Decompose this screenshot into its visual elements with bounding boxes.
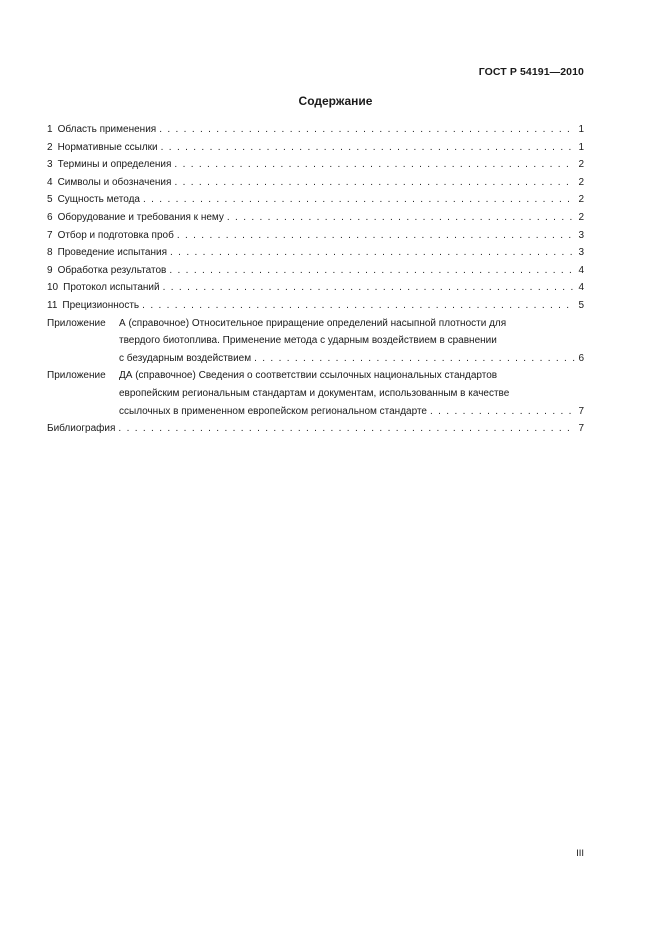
toc-item-label: Область применения — [57, 124, 157, 135]
toc-item-page: 1 — [578, 124, 584, 135]
toc-item-bibliography[interactable] — [47, 420, 584, 438]
toc-item-11[interactable] — [47, 297, 584, 315]
toc-leader-dots — [169, 262, 575, 280]
toc-item-4[interactable] — [47, 174, 584, 192]
toc-item-page: 1 — [578, 141, 584, 153]
toc-item-number: 6 — [47, 211, 53, 223]
toc-item-10[interactable] — [47, 279, 584, 297]
toc-leader-dots — [174, 174, 575, 192]
toc-leader-dots — [170, 244, 575, 262]
table-of-contents — [47, 121, 584, 438]
toc-item-5[interactable] — [47, 191, 584, 209]
toc-item-6[interactable] — [47, 209, 584, 227]
toc-item-page: 5 — [578, 299, 584, 311]
toc-item-number: 4 — [47, 176, 53, 188]
toc-item-label: Протокол испытаний — [63, 282, 160, 294]
toc-item-number: 3 — [47, 159, 53, 171]
toc-item-page: 6 — [578, 352, 584, 364]
toc-leader-dots — [177, 227, 575, 245]
toc-item-page: 2 — [578, 211, 584, 223]
toc-leader-dots — [163, 279, 575, 297]
toc-item-page: 4 — [578, 282, 584, 294]
toc-item-label: Отбор и подготовка проб — [57, 229, 174, 241]
toc-item-label: Нормативные ссылки — [57, 141, 158, 153]
toc-item-page: 7 — [578, 423, 584, 435]
toc-item-number: 1 — [47, 124, 53, 135]
toc-item-3[interactable] — [47, 156, 584, 174]
appendix-lead: Приложение — [47, 317, 106, 329]
appendix-title-line: твердого биотоплива. Применение метода с ударным воздействием в сравнении — [119, 335, 497, 347]
toc-leader-dots — [174, 156, 575, 174]
toc-item-page: 2 — [578, 176, 584, 188]
appendix-title-line: А (справочное) Относительное приращение определений насыпной плотности для — [119, 317, 507, 329]
appendix-title-line: с безударным воздействием — [119, 352, 252, 364]
toc-leader-dots — [118, 420, 575, 438]
document-code: ГОСТ Р 54191—2010 — [478, 66, 584, 78]
toc-item-number: 2 — [47, 141, 53, 153]
toc-item-label: Оборудование и требования к нему — [57, 211, 224, 223]
toc-item-8[interactable] — [47, 244, 584, 262]
toc-leader-dots — [159, 121, 575, 139]
toc-item-7[interactable] — [47, 227, 584, 245]
toc-item-label: Проведение испытания — [57, 247, 168, 259]
toc-leader-dots — [430, 403, 575, 421]
toc-appendix-da[interactable] — [47, 367, 584, 420]
toc-item-2[interactable] — [47, 139, 584, 157]
toc-item-number: 11 — [47, 299, 58, 311]
page-number: III — [576, 848, 584, 859]
toc-leader-dots — [254, 350, 575, 368]
toc-item-label: Библиография — [47, 423, 116, 435]
toc-item-1[interactable] — [47, 121, 584, 139]
toc-item-number: 5 — [47, 194, 53, 206]
toc-leader-dots — [161, 139, 575, 157]
toc-item-label: Термины и определения — [57, 159, 172, 171]
toc-leader-dots — [227, 209, 575, 227]
appendix-title-line: европейским региональным стандартам и документам, использованным в качестве — [119, 387, 510, 399]
toc-item-page: 3 — [578, 229, 584, 241]
toc-title: Содержание — [298, 94, 373, 108]
toc-item-label: Прецизионность — [62, 299, 140, 311]
appendix-title-line: ДА (справочное) Сведения о соответствии ссылочных национальных стандартов — [119, 370, 498, 382]
toc-item-page: 3 — [578, 247, 584, 259]
toc-item-page: 7 — [578, 405, 584, 417]
toc-item-label: Обработка результатов — [57, 264, 167, 276]
appendix-lead: Приложение — [47, 370, 106, 382]
toc-item-page: 4 — [578, 264, 584, 276]
toc-item-page: 2 — [578, 159, 584, 171]
toc-item-number: 8 — [47, 247, 53, 259]
appendix-title-line: ссылочных в примененном европейском региональном стандарте — [119, 405, 427, 417]
toc-item-number: 10 — [47, 282, 59, 294]
toc-leader-dots — [142, 297, 575, 315]
toc-item-number: 7 — [47, 229, 53, 241]
toc-item-label: Сущность метода — [57, 194, 140, 206]
toc-item-page: 2 — [578, 194, 584, 206]
toc-appendix-a[interactable] — [47, 315, 584, 368]
toc-item-label: Символы и обозначения — [57, 176, 172, 188]
toc-item-9[interactable] — [47, 262, 584, 280]
toc-leader-dots — [143, 191, 575, 209]
toc-item-number: 9 — [47, 264, 53, 276]
